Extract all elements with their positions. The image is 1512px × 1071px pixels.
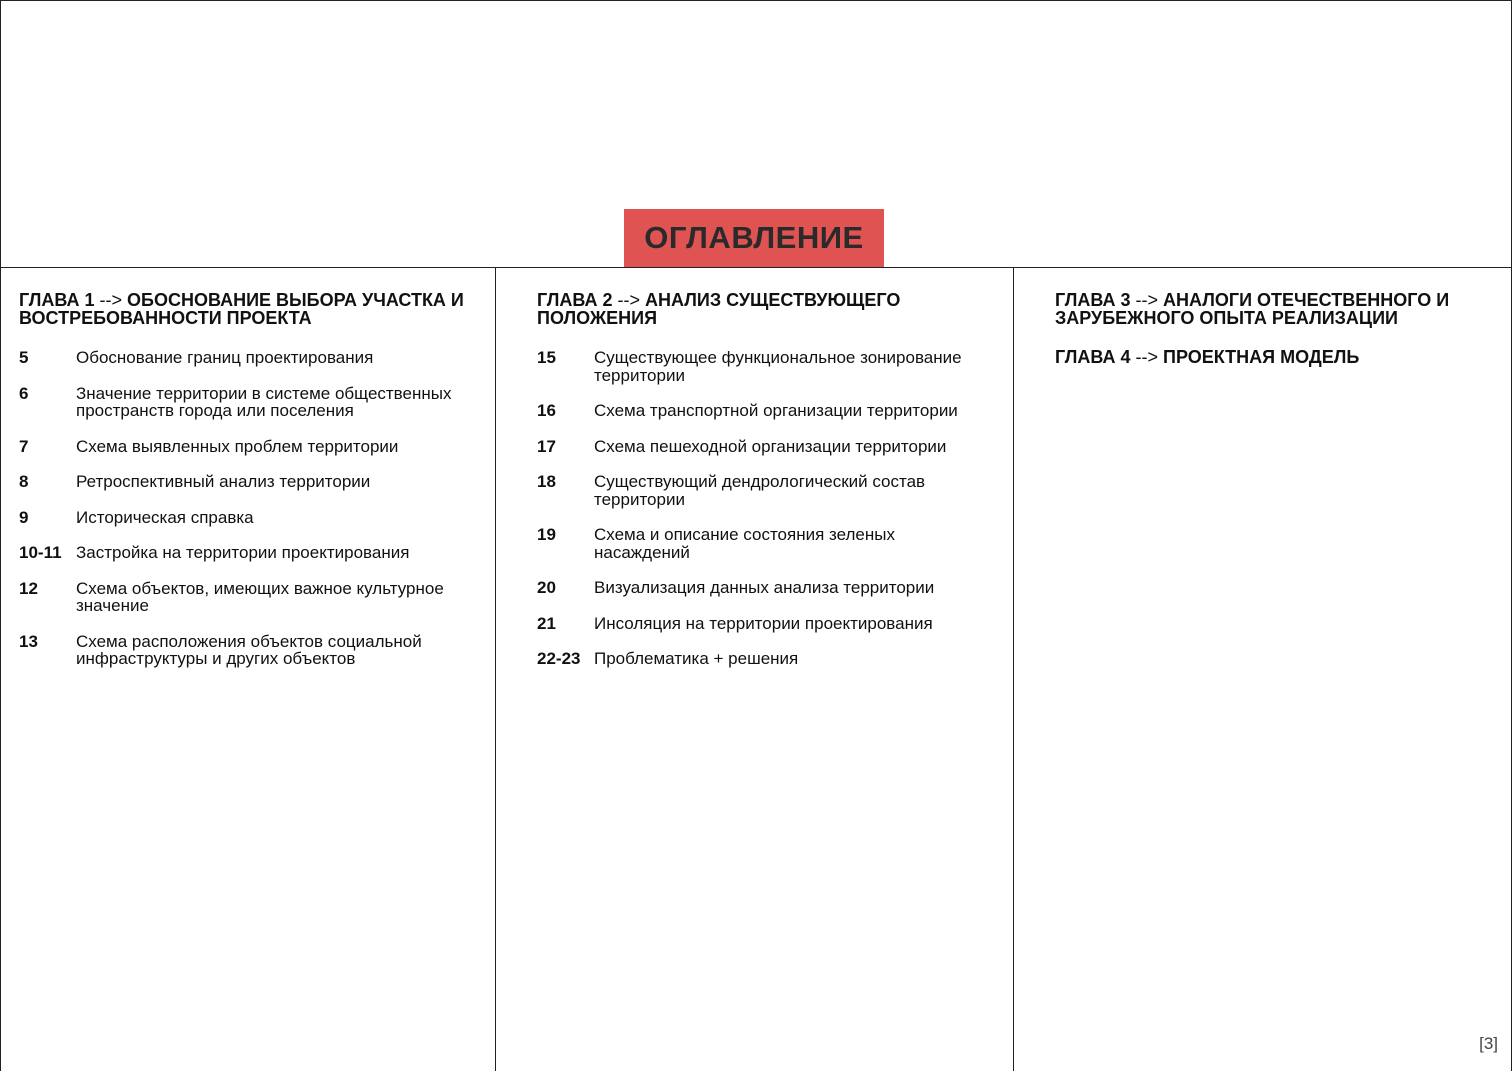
entry-title: Схема объектов, имеющих важное культурное значение — [76, 578, 444, 615]
entry-title: Обоснование границ проектирования — [76, 348, 374, 367]
arrow-separator: --> — [1135, 347, 1159, 367]
toc-entry-list — [537, 349, 989, 668]
toc-entry[interactable] — [537, 438, 989, 456]
toc-entry[interactable] — [537, 579, 989, 597]
chapter-title: АНАЛОГИ ОТЕЧЕСТВЕННОГО И ЗАРУБЕЖНОГО ОПЫТА РЕАЛИЗАЦИИ — [1055, 290, 1450, 328]
entry-title: Историческая справка — [76, 507, 254, 527]
page-ref: 16 — [537, 401, 556, 420]
arrow-separator: --> — [617, 290, 641, 310]
toc-entry[interactable] — [19, 385, 471, 420]
toc-entry[interactable] — [19, 349, 471, 367]
toc-entry[interactable] — [19, 473, 471, 491]
column-divider — [1013, 267, 1014, 1071]
toc-column-1 — [19, 292, 471, 686]
page-ref: 9 — [19, 507, 29, 527]
toc-entry[interactable] — [19, 438, 471, 456]
chapter-label: ГЛАВА 3 — [1055, 290, 1131, 310]
chapter-heading[interactable] — [1055, 292, 1505, 327]
page-ref: 6 — [19, 383, 29, 403]
arrow-separator: --> — [1135, 290, 1159, 310]
page-ref: 8 — [19, 472, 29, 491]
toc-entry[interactable] — [537, 349, 989, 384]
entry-title: Схема транспортной организации территории — [594, 401, 958, 420]
toc-entry[interactable] — [19, 509, 471, 527]
page-ref: 22-23 — [537, 649, 581, 668]
entry-title: Инсоляция на территории проектирования — [594, 613, 933, 633]
page-ref: 13 — [19, 631, 38, 651]
page-title: ОГЛАВЛЕНИЕ — [624, 209, 884, 267]
chapter-heading — [537, 292, 987, 327]
toc-entry[interactable] — [537, 473, 989, 508]
page-ref: 15 — [537, 348, 556, 367]
chapter-title: ПРОЕКТНАЯ МОДЕЛЬ — [1163, 347, 1360, 367]
toc-column-3 — [1055, 292, 1505, 381]
page-ref: 18 — [537, 472, 556, 491]
entry-title: Схема выявленных проблем территории — [76, 436, 399, 456]
page-ref: 5 — [19, 348, 29, 367]
page-number: [3] — [1479, 1034, 1498, 1053]
page-ref: 20 — [537, 578, 556, 597]
arrow-separator: --> — [99, 290, 123, 310]
page-ref: 21 — [537, 613, 556, 633]
chapter-heading — [19, 292, 469, 327]
entry-title: Проблематика + решения — [594, 649, 799, 668]
toc-entry[interactable] — [19, 633, 471, 668]
column-divider — [495, 267, 496, 1071]
page-ref: 10-11 — [19, 543, 62, 562]
chapter-title: ОБОСНОВАНИЕ ВЫБОРА УЧАСТКА И ВОСТРЕБОВАННОСТИ ПРОЕКТА — [19, 290, 464, 328]
entry-title: Схема и описание состояния зеленых насаждений — [594, 525, 895, 562]
toc-entry[interactable] — [537, 402, 989, 420]
chapter-label: ГЛАВА 4 — [1055, 347, 1131, 367]
chapter-title: АНАЛИЗ СУЩЕСТВУЮЩЕГО ПОЛОЖЕНИЯ — [537, 290, 901, 328]
toc-entry[interactable] — [537, 615, 989, 633]
entry-title: Существующий дендрологический состав территории — [594, 472, 926, 509]
toc-entry-list — [19, 349, 471, 668]
chapter-heading[interactable] — [1055, 349, 1505, 367]
chapter-label: ГЛАВА 2 — [537, 290, 613, 310]
entry-title: Визуализация данных анализа территории — [594, 578, 935, 597]
toc-column-2 — [537, 292, 989, 686]
page-ref: 19 — [537, 525, 556, 544]
page-ref: 17 — [537, 436, 556, 456]
toc-entry[interactable] — [537, 650, 989, 668]
entry-title: Существующее функциональное зонирование территории — [594, 348, 962, 385]
header-divider — [0, 267, 1512, 268]
entry-title: Застройка на территории проектирования — [76, 543, 410, 562]
toc-entry[interactable] — [19, 580, 471, 615]
entry-title: Схема пешеходной организации территории — [594, 436, 947, 456]
toc-entry[interactable] — [19, 544, 471, 562]
chapter-label: ГЛАВА 1 — [19, 290, 95, 310]
toc-entry[interactable] — [537, 526, 989, 561]
entry-title: Схема расположения объектов социальной инфраструктуры и других объектов — [76, 631, 422, 668]
entry-title: Значение территории в системе общественных пространств города или поселения — [76, 383, 452, 420]
page-ref: 12 — [19, 578, 38, 598]
entry-title: Ретроспективный анализ территории — [76, 472, 371, 491]
page-ref: 7 — [19, 436, 29, 456]
